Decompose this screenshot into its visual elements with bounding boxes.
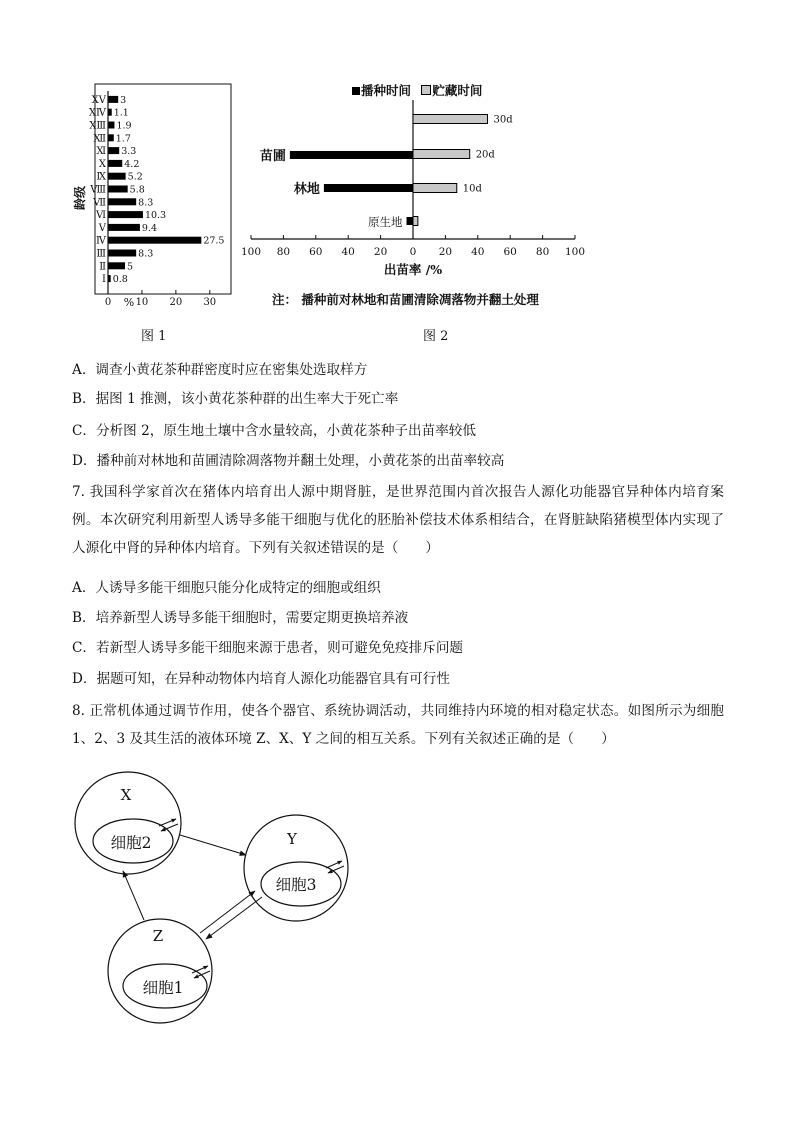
figure2-bar-sowing [407, 217, 413, 225]
arrow-z-to-x [123, 871, 144, 920]
figure1-category-label: Ⅳ [96, 235, 106, 247]
figure2-note: 注： 播种前对林地和苗圃清除凋落物并翻土处理 [272, 292, 539, 307]
compartment-x [75, 772, 181, 874]
figure2-x-tick-label: 20 [373, 246, 388, 258]
figure1-bar [108, 237, 201, 244]
q7-stem: 7. 我国科学家首次在猪体内培育出人源中期肾脏，是世界范围内首次报告人源化功能器官异种体内培育案例。本次研究利用新型人诱导多能干细胞与优化的胚胎补偿技术体系相结合，在肾脏缺陷猪模型体内实现了人源化中肾的异种体内培育。下列有关叙述错误的是（ ） [72, 484, 724, 556]
figure2-category-label: 原生地 [368, 215, 403, 229]
compartment-z [108, 919, 212, 1023]
figure1-category-label: Ⅷ [90, 184, 106, 196]
figure2-x-tick-label: 20 [438, 246, 453, 258]
figure1-value-label: 5.8 [129, 184, 145, 196]
figure2-bar-sowing [324, 184, 413, 192]
q7-option-c: C．若新型人诱导多能干细胞来源于患者，则可避免免疫排斥问题 [72, 640, 464, 656]
figure2-xlabel: 出苗率 /% [383, 262, 443, 277]
figure1-category-label: Ⅸ [96, 171, 106, 183]
figure2-x-tick-label: 100 [564, 246, 586, 258]
figure1-bar [108, 173, 126, 180]
figure2-legend [352, 81, 482, 99]
figure1-bar [108, 250, 136, 257]
compartment-y [244, 815, 348, 921]
figure1-value-label: 1.9 [116, 120, 132, 132]
figure1-category-label: Ⅶ [93, 197, 106, 209]
figure2-bar-label: 30d [493, 114, 513, 126]
figure2-bar-storage [413, 115, 488, 124]
figure1-value-label: 3.3 [121, 146, 137, 158]
figure1-bar [108, 96, 118, 103]
figure1-category-label: ⅩⅤ [91, 94, 106, 106]
q7-option-b: B．培养新型人诱导多能干细胞时，需要定期更换培养液 [72, 610, 409, 626]
figure2-chart [240, 100, 600, 285]
figure1-chart [72, 80, 242, 312]
figure1-category-label: Ⅴ [98, 222, 106, 234]
label-cell-1: 细胞1 [142, 979, 184, 997]
figure1-category-label: Ⅰ [102, 274, 106, 286]
figure1-xunit: % [123, 296, 135, 309]
label-z: Z [152, 927, 164, 945]
figure2-x-tick-label: 80 [535, 246, 550, 258]
figure1-category-label: Ⅱ [99, 261, 106, 273]
q7-option-d: D．据题可知，在异种动物体内培育人源化功能器官具有可行性 [72, 671, 450, 687]
label-y: Y [287, 830, 297, 848]
figure1-bar [108, 160, 122, 167]
figure1-x-tick-label: 30 [203, 297, 217, 308]
figure1-value-label: 8.3 [138, 197, 154, 209]
figure1-value-label: 5.2 [127, 171, 143, 183]
figure1-value-label: 5 [126, 261, 134, 273]
figure2-bar-storage [413, 184, 457, 193]
figure2-bar-storage [413, 217, 418, 226]
legend-label-sowing: 播种时间 [361, 83, 412, 98]
figure2-category-label: 苗圃 [259, 149, 286, 164]
figure2-bar-label: 10d [462, 183, 482, 195]
figure2-x-tick-label: 60 [309, 246, 323, 258]
figure1-bar [108, 198, 136, 205]
label-cell-3: 细胞3 [275, 876, 317, 894]
q6-option-d: D．播种前对林地和苗圃清除凋落物并翻土处理，小黄花茶的出苗率较高 [72, 453, 505, 469]
figure1-value-label: 8.3 [138, 248, 154, 260]
q6-option-a: A．调查小黄花茶种群密度时应在密集处选取样方 [72, 362, 368, 378]
figure1-bar [108, 211, 143, 218]
figure1-bar [108, 147, 119, 154]
q8-stem: 8. 正常机体通过调节作用，使各个器官、系统协调活动，共同维持内环境的相对稳定状态。如图所示为细胞 1、2、3 及其生活的液体环境 Z、X、Y 之间的相互关系。下列有关叙述正确的是（ ） [72, 703, 724, 747]
figure2-bar-storage [413, 150, 470, 159]
figure1-value-label: 1.7 [115, 133, 131, 145]
figure1-bar [108, 186, 128, 193]
arrow-z-to-y [200, 891, 255, 933]
legend-swatch-sowing [352, 87, 360, 95]
figure1-category-label: Ⅲ [96, 248, 106, 260]
figure1-ylabel: 龄级 [73, 185, 87, 211]
figure2-bar-sowing [290, 151, 413, 159]
figure2-category-label: 林地 [293, 182, 320, 197]
figure1-bar [108, 224, 140, 231]
legend-swatch-storage [421, 85, 431, 95]
figure2-x-tick-label: 80 [276, 246, 291, 258]
figure1-category-label: Ⅺ [96, 146, 106, 158]
figure2-x-tick-label: 60 [503, 246, 517, 258]
figure2-x-tick-label: 40 [341, 246, 355, 258]
figure1-value-label: 3 [120, 94, 127, 106]
figure1-bar [108, 122, 114, 129]
figure1-x-tick-label: 10 [135, 297, 149, 308]
figure1-value-label: 10.3 [144, 210, 167, 222]
legend-label-storage: 贮藏时间 [432, 83, 483, 98]
figure2-x-tick-label: 40 [471, 246, 485, 258]
figure1-x-tick-label: 20 [169, 297, 183, 308]
figure1-bar [108, 134, 114, 141]
label-cell-2: 细胞2 [110, 834, 152, 852]
figure1-value-label: 0.8 [112, 274, 128, 286]
figure1-caption: 图 1 [141, 329, 167, 344]
figure1-value-label: 4.2 [124, 158, 140, 170]
arrow-y-to-z [206, 897, 262, 939]
figure1-category-label: ⅩⅣ [88, 107, 106, 119]
figure1-value-label: 1.1 [113, 107, 129, 119]
figure1-value-label: 9.4 [141, 222, 158, 234]
figure1-category-label: Ⅻ [93, 133, 106, 145]
q6-option-b: B．据图 1 推测，该小黄花茶种群的出生率大于死亡率 [72, 391, 399, 407]
figure1-bar [108, 262, 125, 269]
figure1-value-label: 27.5 [203, 235, 225, 247]
figure2-x-tick-label: 0 [409, 246, 417, 258]
fluid-diagram [60, 760, 380, 1050]
figure1-category-label: Ⅹ [98, 158, 106, 170]
figure2-caption: 图 2 [423, 329, 449, 344]
label-x: X [120, 786, 132, 804]
figure2-bar-label: 20d [475, 149, 495, 161]
q7-option-a: A．人诱导多能干细胞只能分化成特定的细胞或组织 [72, 580, 381, 596]
figure1-x-tick-label: 0 [104, 297, 112, 308]
figure1-category-label: Ⅵ [95, 210, 106, 222]
figure2-x-tick-label: 100 [240, 246, 262, 258]
q6-option-c: C．分析图 2，原生地土壤中含水量较高，小黄花茶种子出苗率较低 [72, 423, 476, 439]
figure1-category-label: ⅩⅢ [89, 120, 106, 132]
arrow-x-to-y [180, 835, 246, 855]
